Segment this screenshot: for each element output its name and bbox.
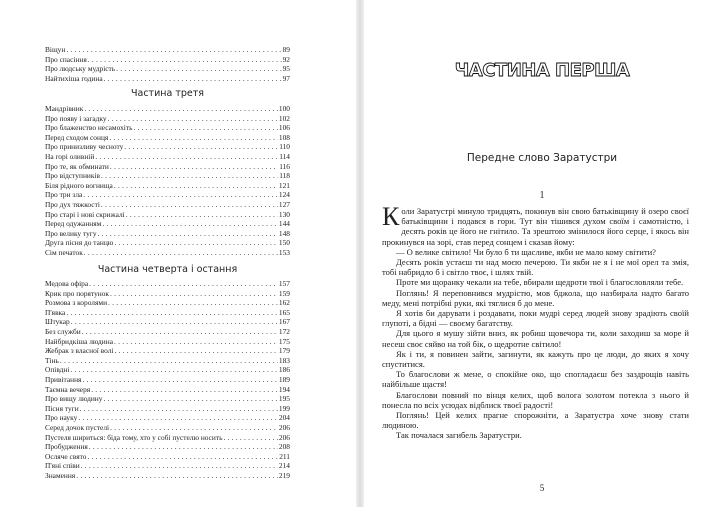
toc-entry: [45, 114, 290, 124]
toc-dot-leader: [133, 123, 277, 133]
toc-entry-page: 208: [278, 442, 290, 452]
first-paragraph-text: оли Заратустрі минуло тридцять, покинув він свою батьківщину й озеро своєї батьківщини і подався в гори. Тут він тішився духом своїм і самотністю, і десять років це його не гнітило. Та зрештою змінилося його серце, і якось він прокинувся на зорі, став перед сонцем і сказав йому:: [382, 206, 689, 247]
toc-dot-leader: [101, 200, 278, 210]
toc-entry: [45, 181, 290, 191]
body-paragraph: Я хотів би дарувати і роздавати, поки мудрі серед людей знову зрадіють своїй глупоті, а бідні — своєму багатству.: [382, 308, 689, 329]
toc-entry: [45, 356, 290, 366]
toc-entry-title: Серед дочок пустелі: [45, 422, 110, 432]
toc-entry: [45, 471, 290, 481]
toc-entry: [45, 452, 290, 462]
toc-section-part3: [45, 104, 290, 258]
toc-section-top: [45, 45, 290, 83]
toc-entry-title: На горі оливній: [45, 151, 95, 161]
toc-entry-page: 157: [278, 279, 290, 288]
toc-dot-leader: [84, 104, 278, 114]
toc-dot-leader: [114, 337, 278, 347]
toc-entry: [45, 308, 290, 318]
toc-dot-leader: [110, 423, 278, 433]
toc-entry-page: 179: [278, 346, 290, 356]
toc-entry-title: Без служби: [45, 326, 81, 336]
toc-entry: [45, 385, 290, 395]
toc-dot-leader: [81, 461, 278, 471]
toc-entry-title: Опівдні: [45, 365, 70, 375]
toc-part4-heading: Частина четверта і остання: [97, 264, 238, 275]
toc-entry-page: 189: [278, 374, 290, 384]
toc-entry-page: 102: [278, 113, 290, 123]
toc-entry-page: 195: [278, 394, 290, 404]
toc-dot-leader: [66, 308, 278, 318]
body-text: [382, 202, 689, 441]
toc-entry-title: П'яні співи: [45, 461, 80, 471]
page-number: 5: [539, 483, 545, 493]
part-title: ЧАСТИНА ПЕРША: [454, 60, 630, 81]
toc-entry: [45, 404, 290, 414]
toc-entry-title: Тінь: [45, 355, 59, 365]
toc-entry-title: Перед одужанням: [45, 219, 102, 229]
toc-entry: [45, 298, 290, 308]
toc-entry-title: Про спасіння: [45, 54, 87, 64]
toc-dot-leader: [110, 289, 278, 299]
body-paragraph: Благослови повний по вінця келих, щоб волога золотом потекла з нього й понесла по всіх усюдах відблиск твоєї радості!: [382, 389, 689, 410]
toc-entry-page: 95: [282, 64, 290, 74]
toc-dot-leader: [82, 375, 277, 385]
toc-dot-leader: [110, 162, 278, 172]
toc-entry: [45, 45, 290, 55]
toc-entry-page: 108: [278, 132, 290, 142]
toc-entry-title: Сім печаток: [45, 247, 83, 257]
toc-entry-page: 148: [278, 228, 290, 238]
toc-entry-page: 118: [279, 171, 290, 181]
toc-entry: [45, 104, 290, 114]
toc-dot-leader: [87, 452, 278, 462]
toc-entry-page: 186: [278, 365, 290, 375]
toc-entry-title: Про старі і нові скрижалі: [45, 209, 125, 219]
toc-entry-page: 194: [278, 384, 290, 394]
toc-entry-page: 183: [278, 355, 290, 365]
toc-dot-leader: [109, 133, 278, 143]
toc-entry: [45, 442, 290, 452]
toc-dot-leader: [89, 279, 278, 289]
toc-entry-page: 165: [278, 307, 290, 317]
toc-dot-leader: [98, 229, 278, 239]
toc-entry-page: 116: [279, 161, 290, 171]
toc-entry-title: Про три зла: [45, 190, 83, 200]
toc-dot-leader: [108, 114, 278, 124]
body-paragraph: Поглянь! Цей келих прагне спорожніти, а Заратустра хоче знову стати людиною.: [382, 410, 689, 431]
toc-entry-title: Осляче свято: [45, 451, 87, 461]
body-paragraph: Так почалася загибель Заратустри.: [396, 430, 522, 441]
toc-entry-page: 206: [278, 422, 290, 432]
toc-entry-page: 204: [278, 413, 290, 423]
toc-entry: [45, 394, 290, 404]
toc-entry-page: 167: [278, 317, 290, 327]
toc-entry-page: 121: [278, 180, 290, 190]
toc-entry-title: Про появу і загадку: [45, 113, 107, 123]
toc-entry: [45, 171, 290, 181]
toc-entry-title: Про людську мудрість: [45, 64, 116, 74]
first-paragraph: [382, 202, 689, 247]
toc-entry-title: Найтихіша година: [45, 73, 103, 83]
toc-entry: [45, 248, 290, 258]
toc-dot-leader: [78, 413, 278, 423]
toc-entry: [45, 210, 290, 220]
toc-entry-page: 153: [278, 247, 290, 257]
toc-entry-page: 144: [278, 219, 290, 229]
toc-entry-title: Знамення: [45, 470, 76, 480]
toc-entry-title: Таємна вечеря: [45, 384, 91, 394]
toc-dot-leader: [101, 171, 278, 181]
toc-entry-page: 110: [279, 142, 290, 152]
toc-entry-title: Розмова з королями: [45, 298, 108, 308]
toc-entry-page: 150: [278, 238, 290, 248]
toc-entry: [45, 219, 290, 229]
toc-entry-page: 124: [278, 190, 290, 200]
toc-entry-title: Пробудження: [45, 442, 88, 452]
toc-entry-title: Пустеля шириться: біда тому, хто у собі пустелю носить: [45, 432, 223, 442]
toc-entry-title: Про принизливу чесноту: [45, 142, 124, 152]
body-paragraph: Проте ми щоранку чекали на тебе, вбирали щедроти твої і благословляли тебе.: [396, 277, 684, 288]
toc-entry-page: 206: [278, 432, 290, 442]
toc-dot-leader: [224, 433, 278, 443]
toc-entry: [45, 133, 290, 143]
toc-entry: [45, 327, 290, 337]
toc-entry-page: 162: [278, 298, 290, 308]
toc-entry: [45, 317, 290, 327]
toc-entry: [45, 375, 290, 385]
toc-entry-title: Жебрак з власної волі: [45, 346, 114, 356]
body-paragraph: Як і ти, я повинен зайти, загинути, як кажуть про це люди, до яких я хочу спуститися.: [382, 348, 689, 370]
toc-entry-page: 199: [278, 403, 290, 413]
toc-dot-leader: [71, 317, 278, 327]
toc-dot-leader: [104, 74, 282, 84]
toc-entry-title: Перед сходом сонця: [45, 132, 109, 142]
toc-dot-leader: [82, 327, 278, 337]
toc-dot-leader: [66, 45, 281, 55]
section-title: Передне слово Заратустри: [466, 152, 618, 164]
toc-entry-page: 97: [282, 73, 290, 83]
toc-dot-leader: [124, 142, 278, 152]
toc-dot-leader: [70, 365, 277, 375]
toc-entry-title: Про дух тяжкості: [45, 199, 100, 209]
toc-entry: [45, 74, 290, 84]
toc-entry-page: 106: [278, 123, 290, 133]
toc-section-part4: [45, 279, 290, 480]
body-paragraph: Для цього я мушу зійти вниз, як робиш щовечора ти, коли заходиш за море й несеш своє сяйво на той бік, о щедротне світило!: [382, 328, 689, 349]
toc-dot-leader: [116, 64, 281, 74]
toc-dot-leader: [108, 298, 278, 308]
toc-entry-title: Про блаженство несамохіть: [45, 123, 133, 133]
toc-entry-title: Про відступників: [45, 171, 100, 181]
toc-entry-page: 214: [278, 461, 290, 471]
toc-dot-leader: [88, 55, 282, 65]
book-gutter: [356, 0, 364, 507]
toc-dot-leader: [114, 346, 277, 356]
toc-entry: [45, 433, 290, 443]
toc-entry: [45, 200, 290, 210]
toc-entry-page: 159: [278, 288, 290, 298]
toc-entry-page: 172: [278, 326, 290, 336]
toc-dot-leader: [126, 210, 278, 220]
toc-entry-title: Про велику тугу: [45, 228, 97, 238]
toc-entry: [45, 289, 290, 299]
toc-entry-title: Мандрівник: [45, 104, 84, 113]
toc-entry-title: Віщун: [45, 45, 66, 54]
toc-entry-title: Про вищу людину: [45, 394, 103, 404]
toc-entry: [45, 64, 290, 74]
toc-entry-title: Про науку: [45, 413, 78, 423]
toc-entry: [45, 229, 290, 239]
body-paragraph: — О велике світило! Чи було б ти щасливе, якби не мало кому світити?: [396, 246, 656, 257]
body-paragraph: Поглянь! Я переповнився мудрістю, мов бджола, що назбирала надто багато меду, мені потрібні руки, які тяглися б до мене.: [382, 287, 689, 308]
toc-dot-leader: [103, 394, 277, 404]
chapter-number: 1: [539, 190, 545, 201]
toc-entry-page: 219: [278, 470, 290, 480]
toc-entry-page: 100: [278, 104, 290, 113]
toc-entry-title: Штукар: [45, 317, 70, 327]
toc-dot-leader: [95, 152, 278, 162]
toc-dot-leader: [102, 219, 278, 229]
toc-dot-leader: [60, 356, 278, 366]
toc-entry: [45, 423, 290, 433]
toc-entry: [45, 346, 290, 356]
body-paragraph: То благослови ж мене, о спокійне око, що спогладаєш без заздрощів навіть найбільше щастя!: [382, 369, 689, 390]
toc-dot-leader: [114, 181, 278, 191]
body-paragraph: Десять років устаєш ти над моєю печерою. Ти якби не я і не мої орел та змія, тобі набридло б і світло твоє, і шлях твій.: [382, 257, 689, 278]
toc-entry: [45, 365, 290, 375]
toc-entry: [45, 123, 290, 133]
toc-entry-title: Медова офіра: [45, 279, 89, 288]
toc-dot-leader: [83, 190, 278, 200]
toc-entry-title: Пісня туги: [45, 403, 79, 413]
toc-entry-page: 175: [278, 336, 290, 346]
drop-cap: К: [382, 202, 400, 231]
toc-entry: [45, 162, 290, 172]
toc-dot-leader: [91, 385, 278, 395]
toc-entry-title: П'явка: [45, 307, 66, 317]
toc-entry: [45, 190, 290, 200]
toc-entry-page: 114: [279, 151, 290, 161]
toc-entry-page: 211: [279, 451, 290, 461]
toc-entry: [45, 413, 290, 423]
toc-entry-title: Біля рідного вогнища: [45, 180, 113, 190]
toc-entry-page: 89: [282, 45, 290, 54]
toc-entry-page: 130: [278, 209, 290, 219]
toc-dot-leader: [89, 442, 278, 452]
toc-dot-leader: [80, 404, 278, 414]
toc-entry: [45, 337, 290, 347]
toc-dot-leader: [76, 471, 278, 481]
toc-entry: [45, 152, 290, 162]
toc-part3-heading: Частина третя: [131, 88, 204, 99]
toc-entry-title: Про те, як обминати: [45, 161, 109, 171]
toc-dot-leader: [84, 248, 278, 258]
toc-entry-page: 127: [278, 199, 290, 209]
toc-dot-leader: [114, 238, 278, 248]
toc-entry: [45, 55, 290, 65]
toc-entry: [45, 461, 290, 471]
toc-entry-page: 92: [282, 54, 290, 64]
toc-entry-title: Привітання: [45, 374, 82, 384]
toc-entry-title: Друга пісня до танцю: [45, 238, 114, 248]
toc-entry: [45, 279, 290, 289]
toc-entry: [45, 142, 290, 152]
toc-entry-title: Найбридкіша людина: [45, 336, 113, 346]
toc-entry-title: Крик про порятунок: [45, 288, 110, 298]
toc-entry: [45, 238, 290, 248]
